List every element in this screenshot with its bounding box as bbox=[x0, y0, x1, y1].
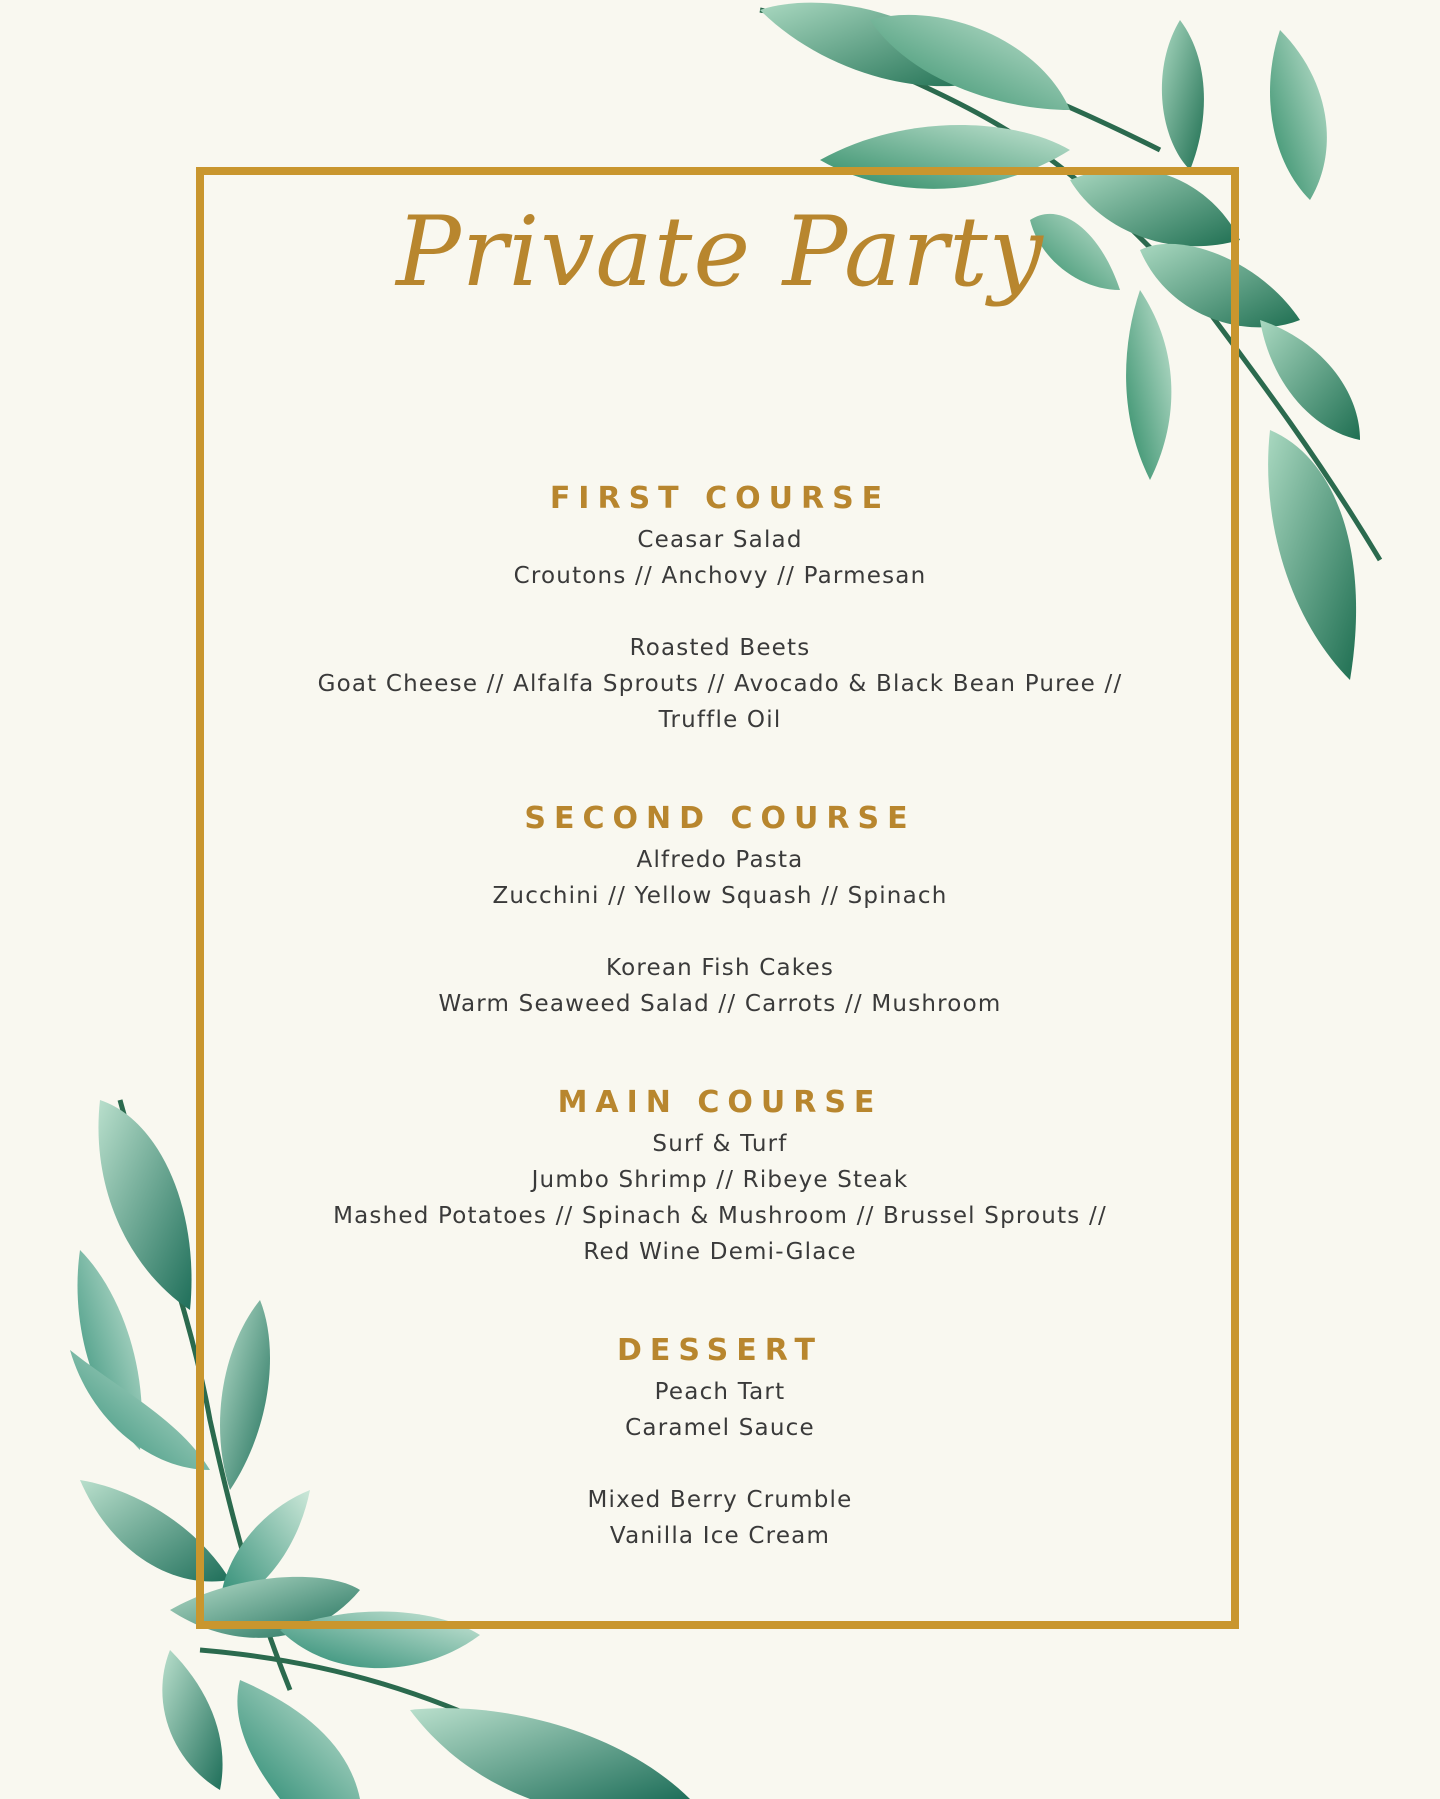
dish-name: Surf & Turf bbox=[652, 1131, 788, 1157]
dish-detail: Mashed Potatoes // Spinach & Mushroom // Brussel Sprouts // bbox=[333, 1203, 1107, 1229]
dish-detail: Croutons // Anchovy // Parmesan bbox=[513, 563, 927, 589]
dish-detail: Red Wine Demi-Glace bbox=[583, 1239, 857, 1265]
dish bbox=[0, 842, 1440, 914]
dish-detail: Jumbo Shrimp // Ribeye Steak bbox=[531, 1167, 909, 1193]
dish bbox=[0, 1126, 1440, 1270]
menu-section bbox=[0, 1328, 1440, 1554]
dish-detail: Warm Seaweed Salad // Carrots // Mushroom bbox=[438, 991, 1002, 1017]
dish bbox=[0, 950, 1440, 1022]
dish bbox=[0, 630, 1440, 738]
dish-detail: Caramel Sauce bbox=[625, 1415, 815, 1441]
dish-detail: Vanilla Ice Cream bbox=[609, 1523, 831, 1549]
section-title: SECOND COURSE bbox=[524, 801, 916, 836]
menu-title: Private Party bbox=[396, 196, 1044, 308]
dish-detail: Truffle Oil bbox=[658, 707, 782, 733]
dish-detail: Goat Cheese // Alfalfa Sprouts // Avocado & Black Bean Puree // bbox=[317, 671, 1123, 697]
dish bbox=[0, 1374, 1440, 1446]
dish-name: Korean Fish Cakes bbox=[605, 955, 835, 981]
dish bbox=[0, 522, 1440, 594]
dish-name: Peach Tart bbox=[654, 1379, 786, 1405]
menu-section bbox=[0, 476, 1440, 738]
dish bbox=[0, 1482, 1440, 1554]
section-title: MAIN COURSE bbox=[557, 1085, 883, 1120]
dish-name: Mixed Berry Crumble bbox=[587, 1487, 853, 1513]
menu-section bbox=[0, 796, 1440, 1022]
section-title: FIRST COURSE bbox=[549, 481, 891, 516]
menu-section bbox=[0, 1080, 1440, 1270]
dish-detail: Zucchini // Yellow Squash // Spinach bbox=[492, 883, 948, 909]
dish-name: Roasted Beets bbox=[629, 635, 811, 661]
dish-name: Ceasar Salad bbox=[637, 527, 803, 553]
menu-sections bbox=[0, 476, 1440, 1554]
dish-name: Alfredo Pasta bbox=[636, 847, 804, 873]
section-title: DESSERT bbox=[617, 1333, 823, 1368]
